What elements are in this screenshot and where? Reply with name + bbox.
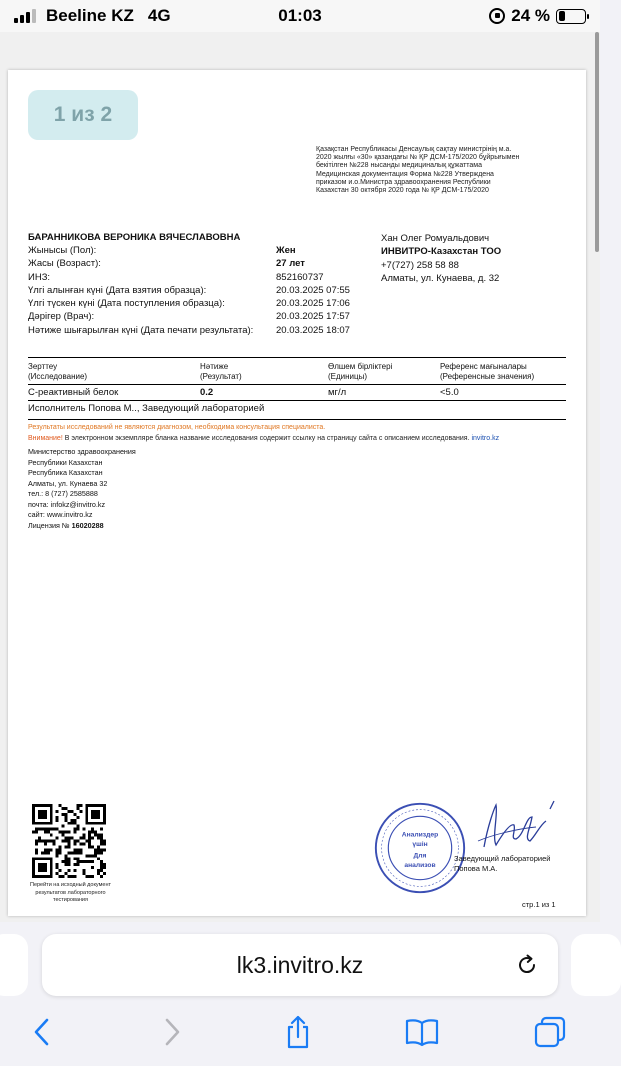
info-label: Үлгі түскен күні (Дата поступления образца):	[28, 298, 225, 310]
patient-info	[28, 245, 378, 338]
info-label: ИНЗ:	[28, 271, 51, 283]
contact-line: Республика Казахстан	[28, 468, 103, 477]
reload-icon[interactable]	[514, 952, 540, 978]
carrier-name: Beeline KZ	[46, 6, 134, 25]
contacts	[28, 447, 136, 531]
stamp-line: анализов	[404, 862, 436, 870]
disclaimer: Результаты исследований не являются диагнозом, необходима консультация специалиста.	[28, 424, 326, 431]
results-table-header	[28, 357, 566, 385]
attention-label: Внимание!	[28, 435, 63, 442]
stamp-line: Для	[413, 852, 427, 860]
contact-line: сайт: www.invitro.kz	[28, 510, 93, 519]
contact-line: тел.: 8 (727) 2585888	[28, 489, 98, 498]
orientation-lock-icon	[489, 8, 505, 24]
approval-line: Медицинская документация Форма №228 Утверждена	[316, 170, 494, 178]
test-reference: <5.0	[440, 387, 459, 398]
address-bar[interactable]	[42, 934, 558, 996]
qr-caption: Перейти на исходный документ результатов лабораторного тестирования	[29, 882, 111, 903]
stamp-line: үшін	[412, 841, 428, 849]
page-indicator: 1 из 2	[28, 90, 138, 140]
browser-toolbar	[0, 1010, 600, 1058]
info-row	[28, 285, 378, 298]
license: Лицензия № 16020288	[28, 520, 104, 530]
attention-text: В электронном экземпляре бланка название исследования содержит ссылку на страницу сайта с описанием исследования.	[62, 435, 472, 442]
info-value: 20.03.2025 17:57	[276, 311, 350, 323]
info-value: 20.03.2025 18:07	[276, 324, 350, 336]
col-units: Өлшем бірліктері (Единицы)	[328, 362, 393, 381]
col-reference: Референс мағыналары (Референсные значения)	[440, 362, 535, 381]
approval-line: приказом и.о.Министра здравоохранения Республики	[316, 178, 491, 186]
info-label: Жынысы (Пол):	[28, 245, 97, 256]
info-value: 20.03.2025 07:55	[276, 284, 350, 296]
info-label: Жасы (Возраст):	[28, 258, 101, 270]
col-test: Зерттеу (Исследование)	[28, 362, 88, 381]
contact-line: Республики Казахстан	[28, 457, 103, 467]
info-row	[28, 311, 378, 324]
clinic-name: ИНВИТРО-Казахстан ТОО	[381, 246, 502, 258]
chevron-left-icon	[31, 1017, 53, 1047]
forward-button[interactable]	[154, 1014, 190, 1050]
scrollbar[interactable]	[595, 32, 599, 252]
info-row	[28, 258, 378, 271]
info-label: Нәтиже шығарылған күні (Дата печати результата):	[28, 324, 254, 336]
patient-name: БАРАННИКОВА ВЕРОНИКА ВЯЧЕСЛАВОВНА	[28, 232, 241, 243]
table-row	[28, 387, 566, 400]
qr-code-icon[interactable]	[32, 804, 106, 878]
info-row	[28, 245, 378, 258]
page-number: стр.1 из 1	[522, 900, 556, 909]
stamp-line: Анализдер	[401, 831, 439, 839]
status-bar	[0, 0, 600, 32]
battery-level	[559, 11, 565, 21]
col-result: Нәтиже (Результат)	[200, 362, 242, 381]
chevron-right-icon	[161, 1017, 183, 1047]
share-button[interactable]	[280, 1014, 316, 1050]
approval-line: Казахстан 30 октября 2020 года № ҚР ДСМ-175/2020	[316, 187, 489, 195]
signature-icon	[466, 795, 566, 857]
clinic-info	[381, 232, 501, 285]
info-value: 20.03.2025 17:06	[276, 298, 350, 310]
executor: Исполнитель Попова М.., Заведующий лабораторией	[28, 400, 566, 420]
document-page	[8, 70, 586, 916]
clinic-doctor: Хан Олег Ромуальдович	[381, 233, 490, 244]
book-icon	[404, 1017, 440, 1047]
contact-line: Министерство здравоохранения	[28, 447, 136, 456]
tabs-button[interactable]	[532, 1014, 568, 1050]
battery-icon	[556, 9, 586, 24]
network-type: 4G	[147, 6, 171, 25]
next-tab[interactable]	[571, 934, 621, 996]
contact-line: Алматы, ул. Кунаева 32	[28, 478, 108, 488]
info-value: 27 лет	[276, 258, 305, 270]
tabs-icon	[533, 1015, 567, 1049]
status-time: 01:03	[278, 6, 322, 25]
bookmarks-button[interactable]	[404, 1014, 440, 1050]
info-label: Үлгі алынған күні (Дата взятия образца):	[28, 284, 207, 296]
browser-bottom-bar	[0, 922, 600, 1066]
share-icon	[283, 1014, 313, 1050]
info-value: 852160737	[276, 271, 324, 283]
info-label: Дәрігер (Врач):	[28, 311, 95, 323]
info-row	[28, 298, 378, 311]
signal-icon	[14, 9, 36, 23]
approval-line: 2020 жылғы «30» қазандағы № ҚР ДСМ-175/2020 бұйрығымен	[316, 154, 520, 162]
approval-line: бекітілген №228 нысанды медициналық құжаттама	[316, 162, 483, 170]
invitro-link[interactable]: invitro.kz	[471, 435, 500, 442]
test-units: мг/л	[328, 387, 347, 398]
url-text[interactable]: lk3.invitro.kz	[236, 951, 364, 978]
test-name-link[interactable]: С-реактивный белок	[28, 387, 119, 398]
stamp-icon	[372, 800, 468, 896]
battery-percent: 24 %	[511, 6, 550, 25]
document-viewer[interactable]	[0, 32, 600, 922]
info-value: Жен	[276, 245, 296, 256]
info-row	[28, 272, 378, 285]
clinic-phone: +7(727) 258 58 88	[381, 259, 459, 271]
signatory: Заведующий лабораторией Попова М.А.	[454, 854, 551, 873]
approval-note	[316, 146, 546, 195]
previous-tab[interactable]	[0, 934, 28, 996]
clinic-address: Алматы, ул. Кунаева, д. 32	[381, 272, 500, 284]
contact-line: почта: infokz@invitro.kz	[28, 499, 106, 509]
approval-line: Қазақстан Республикасы Денсаулық сақтау министрінің м.а.	[316, 146, 512, 153]
attention-note	[28, 435, 578, 442]
back-button[interactable]	[24, 1014, 60, 1050]
test-result: 0.2	[200, 387, 214, 398]
info-row	[28, 325, 378, 338]
